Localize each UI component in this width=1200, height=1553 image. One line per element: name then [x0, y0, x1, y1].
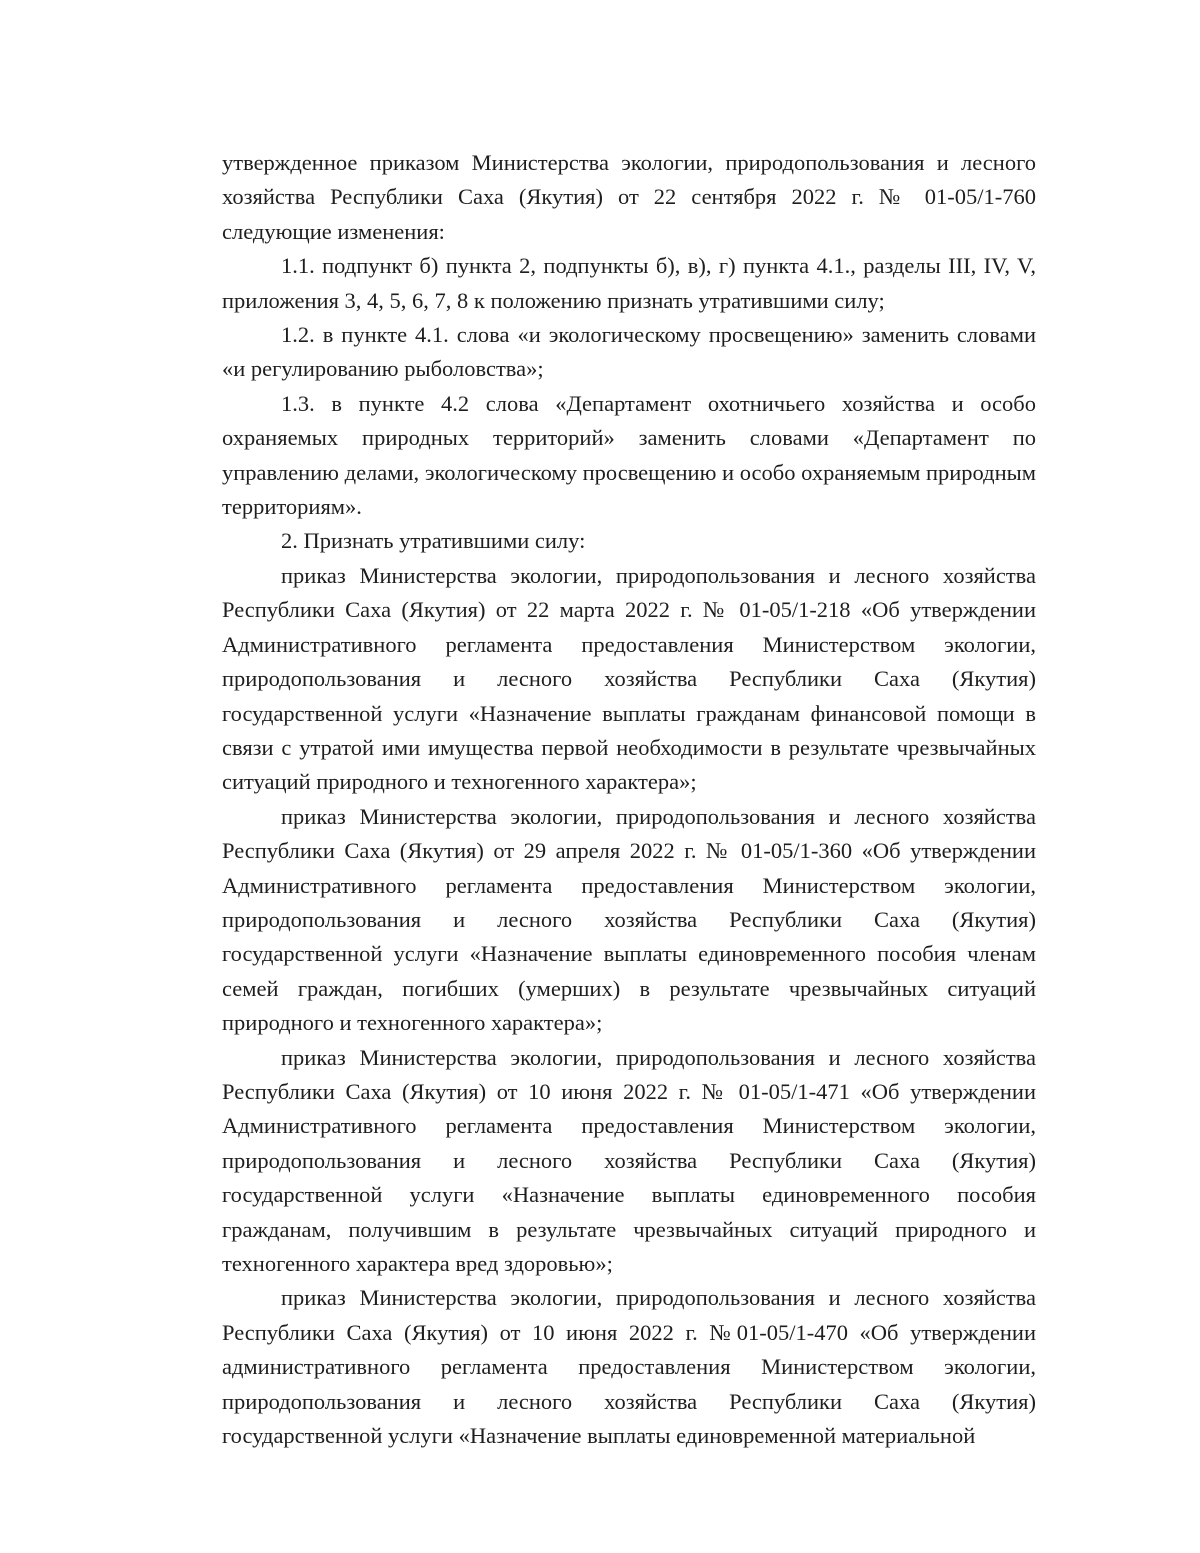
- paragraph-item-2: 2. Признать утратившими силу:: [281, 528, 586, 554]
- paragraph-order-360: приказ Министерства экологии, природопользования и лесного хозяйства Республики Саха (Якутия) от 29 апреля 2022 г. № 01-05/1-360 «Об утверждении Административного регламента предоставления Министерством экологии, природопользования и лесного хозяйства Республики Саха (Якутия) государственной услуги «Назначение выплаты единовременного пособия членам семей граждан, погибших (умерших) в результате чрезвычайных ситуаций природного и техногенного характера»;: [222, 803, 1036, 1036]
- paragraph-amendment-intro: утвержденное приказом Министерства экологии, природопользования и лесного хозяйства Республики Саха (Якутия) от 22 сентября 2022 г. № 01-05/1-760 следующие изменения:: [222, 150, 1036, 244]
- paragraph-order-470: приказ Министерства экологии, природопользования и лесного хозяйства Республики Саха (Якутия) от 10 июня 2022 г. №01-05/1-470 «Об утверждении административного регламента предоставления Министерством экологии, природопользования и лесного хозяйства Республики Саха (Якутия) государственной услуги «Назначение выплаты единовременной материальной: [222, 1285, 1036, 1449]
- document-page: [222, 146, 1036, 1453]
- paragraph-order-471: приказ Министерства экологии, природопользования и лесного хозяйства Республики Саха (Якутия) от 10 июня 2022 г. № 01-05/1-471 «Об утверждении Административного регламента предоставления Министерством экологии, природопользования и лесного хозяйства Республики Саха (Якутия) государственной услуги «Назначение выплаты единовременного пособия гражданам, получившим в результате чрезвычайных ситуаций природного и техногенного характера вред здоровью»;: [222, 1044, 1036, 1276]
- paragraph-item-1-3: 1.3. в пункте 4.2 слова «Департамент охотничьего хозяйства и особо охраняемых природных территорий» заменить словами «Департамент по управлению делами, экологическому просвещению и особо охраняемым природным территориям».: [222, 390, 1036, 520]
- paragraph-item-1-2: 1.2. в пункте 4.1. слова «и экологическому просвещению» заменить словами «и регулированию рыболовства»;: [222, 322, 1036, 382]
- paragraph-item-1-1: 1.1. подпункт б) пункта 2, подпункты б), в), г) пункта 4.1., разделы III, IV, V, приложения 3, 4, 5, 6, 7, 8 к положению признать утратившими силу;: [222, 253, 1036, 313]
- paragraph-order-218: приказ Министерства экологии, природопользования и лесного хозяйства Республики Саха (Якутия) от 22 марта 2022 г. № 01-05/1-218 «Об утверждении Административного регламента предоставления Министерством экологии, природопользования и лесного хозяйства Республики Саха (Якутия) государственной услуги «Назначение выплаты гражданам финансовой помощи в связи с утратой ими имущества первой необходимости в результате чрезвычайных ситуаций природного и техногенного характера»;: [222, 562, 1036, 795]
